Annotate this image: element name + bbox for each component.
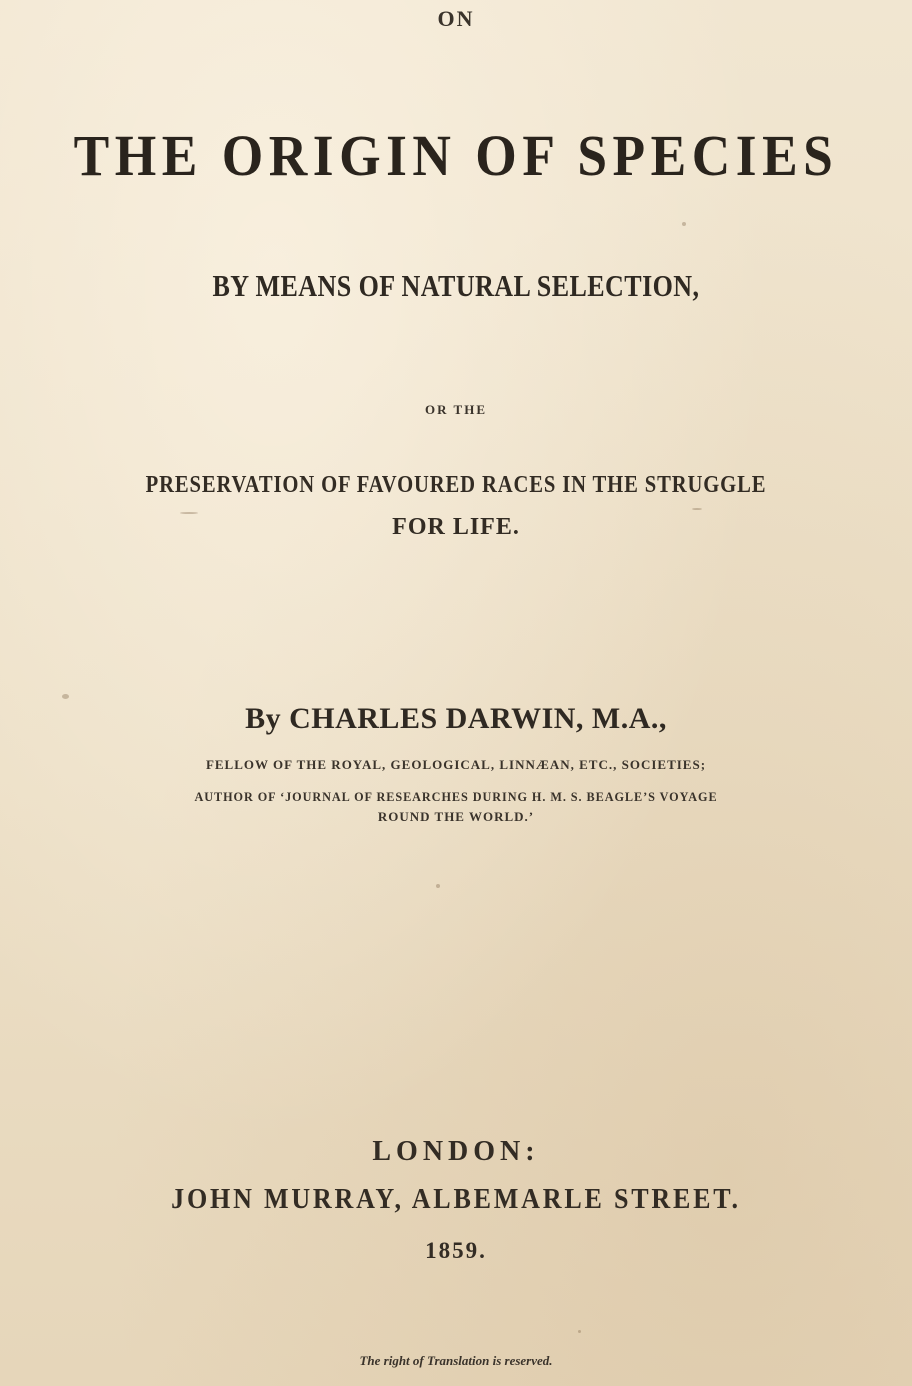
author-line: By CHARLES DARWIN, M.A., [245, 702, 667, 735]
publication-city: LONDON: [372, 1136, 540, 1167]
alternate-title-line-2: FOR LIFE. [392, 514, 520, 540]
paper-speck [682, 222, 686, 226]
preface-word: ON [437, 6, 475, 31]
publisher-line: JOHN MURRAY, ALBEMARLE STREET. [171, 1184, 741, 1215]
paper-speck [180, 512, 198, 514]
alternate-title-line-1: PRESERVATION OF FAVOURED RACES IN THE STRUGGLE [145, 472, 767, 498]
paper-speck [62, 694, 69, 699]
book-title: THE ORIGIN OF SPECIES [73, 123, 839, 188]
paper-speck [578, 1330, 581, 1333]
rights-notice: The right of Translation is reserved. [359, 1353, 553, 1368]
author-credential-1: FELLOW OF THE ROYAL, GEOLOGICAL, LINNÆAN, ETC., SOCIETIES; [205, 757, 707, 772]
book-subtitle: BY MEANS OF NATURAL SELECTION, [212, 268, 700, 303]
author-credential-2-line-2: ROUND THE WORLD.’ [377, 809, 535, 824]
publication-year: 1859. [425, 1238, 487, 1263]
paper-speck [436, 884, 440, 888]
author-credential-2-line-1: AUTHOR OF ‘JOURNAL OF RESEARCHES DURING H. M. S. BEAGLE’S VOYAGE [194, 789, 718, 804]
title-connector: OR THE [425, 402, 487, 417]
paper-speck [692, 508, 702, 510]
